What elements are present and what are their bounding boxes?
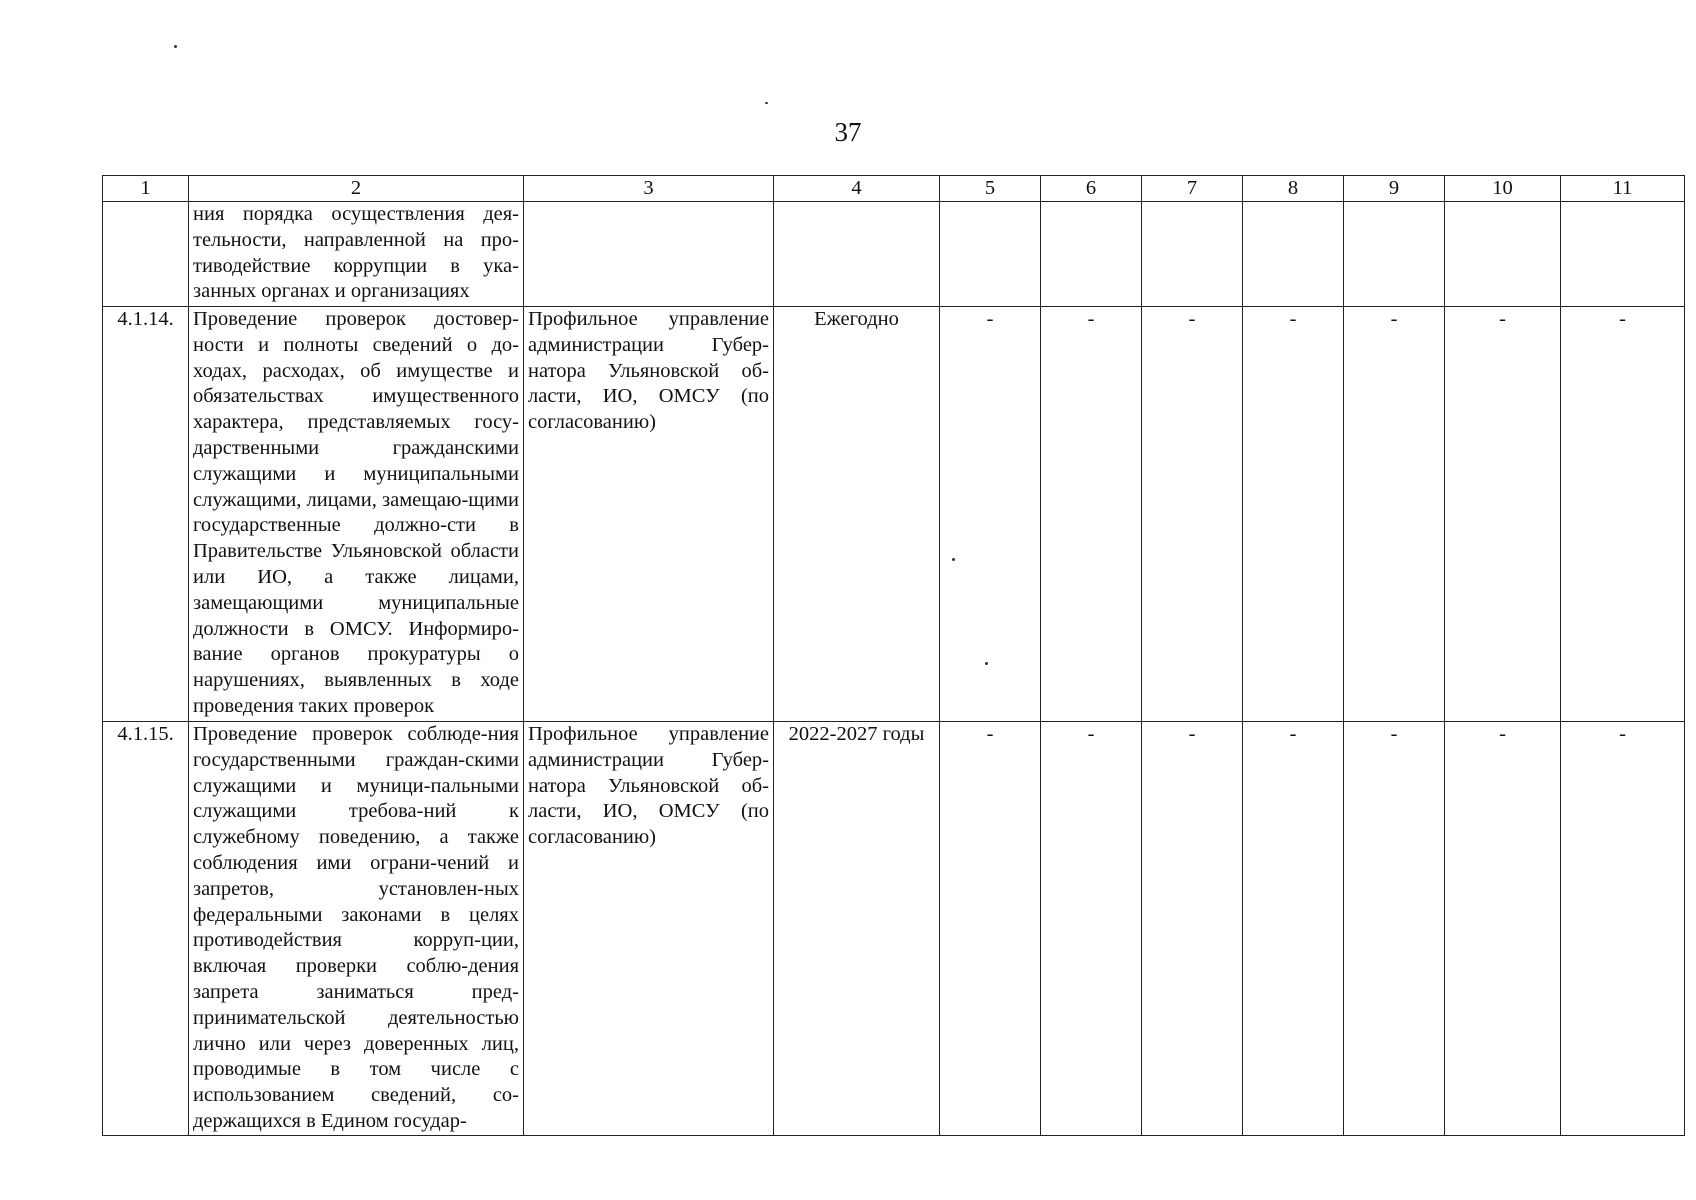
implementation-term: 2022-2027 годы <box>774 722 940 1136</box>
scan-speck <box>174 45 177 48</box>
value-cell: - <box>1561 722 1685 1136</box>
value-cell: - <box>1344 722 1445 1136</box>
scan-speck <box>765 102 768 104</box>
value-cell: - <box>940 307 1041 722</box>
value-cell <box>1243 202 1344 307</box>
item-number <box>103 202 189 307</box>
value-cell: - <box>1344 307 1445 722</box>
value-cell <box>1445 202 1561 307</box>
implementation-term <box>774 202 940 307</box>
value-cell: - <box>1243 722 1344 1136</box>
value-cell: - <box>1445 307 1561 722</box>
column-header: 11 <box>1561 176 1685 202</box>
value-cell: - <box>1041 722 1142 1136</box>
value-cell: - <box>1041 307 1142 722</box>
table-row <box>103 202 1685 307</box>
column-header: 5 <box>940 176 1041 202</box>
column-header: 10 <box>1445 176 1561 202</box>
responsible-party: Профильное управление администрации Губер-натора Ульяновской об-ласти, ИО, ОМСУ (по согласованию) <box>524 722 774 1136</box>
value-cell <box>940 202 1041 307</box>
value-cell: - <box>1142 722 1243 1136</box>
measure-description: ния порядка осуществления дея-тельности, направленной на про-тиводействие коррупции в ука-занных органах и организациях <box>189 202 524 307</box>
column-header: 1 <box>103 176 189 202</box>
value-cell: - <box>940 722 1041 1136</box>
column-header: 7 <box>1142 176 1243 202</box>
value-cell: - <box>1243 307 1344 722</box>
value-cell <box>1142 202 1243 307</box>
column-header: 8 <box>1243 176 1344 202</box>
page-number: 37 <box>834 117 862 147</box>
value-cell <box>1344 202 1445 307</box>
value-cell <box>1041 202 1142 307</box>
table-row <box>103 722 1685 1136</box>
column-header: 9 <box>1344 176 1445 202</box>
measure-description: Проведение проверок достовер-ности и полноты сведений о до-ходах, расходах, об имуществе и обязательствах имущественного характера, представляемых госу-дарственными гражданскими служащими и муниципальными служащими, лицами, замещаю-щими государственные должно-сти в Правительстве Ульяновской области или ИО, а также лицами, замещающими муниципальные должности в ОМСУ. Информиро-вание органов прокуратуры о нарушениях, выявленных в ходе проведения таких проверок <box>189 307 524 722</box>
value-cell: - <box>1561 307 1685 722</box>
measure-description: Проведение проверок соблюде-ния государственными граждан-скими служащими и муници-пальными служащими требова-ний к служебному поведению, а также соблюдения ими ограни-чений и запретов, установлен-ных федеральными законами в целях противодействия корруп-ции, включая проверки соблю-дения запрета заниматься пред-принимательской деятельностью лично или через доверенных лиц, проводимые в том числе с использованием сведений, со-держащихся в Едином государ- <box>189 722 524 1136</box>
value-cell <box>1561 202 1685 307</box>
column-header: 4 <box>774 176 940 202</box>
value-cell: - <box>1142 307 1243 722</box>
column-header: 2 <box>189 176 524 202</box>
plan-table <box>102 175 1685 1136</box>
value-cell: - <box>1445 722 1561 1136</box>
column-header: 3 <box>524 176 774 202</box>
responsible-party <box>524 202 774 307</box>
item-number: 4.1.15. <box>103 722 189 1136</box>
column-header: 6 <box>1041 176 1142 202</box>
column-number-row <box>103 176 1685 202</box>
implementation-term: Ежегодно <box>774 307 940 722</box>
responsible-party: Профильное управление администрации Губер-натора Ульяновской об-ласти, ИО, ОМСУ (по согласованию) <box>524 307 774 722</box>
table-row <box>103 307 1685 722</box>
item-number: 4.1.14. <box>103 307 189 722</box>
